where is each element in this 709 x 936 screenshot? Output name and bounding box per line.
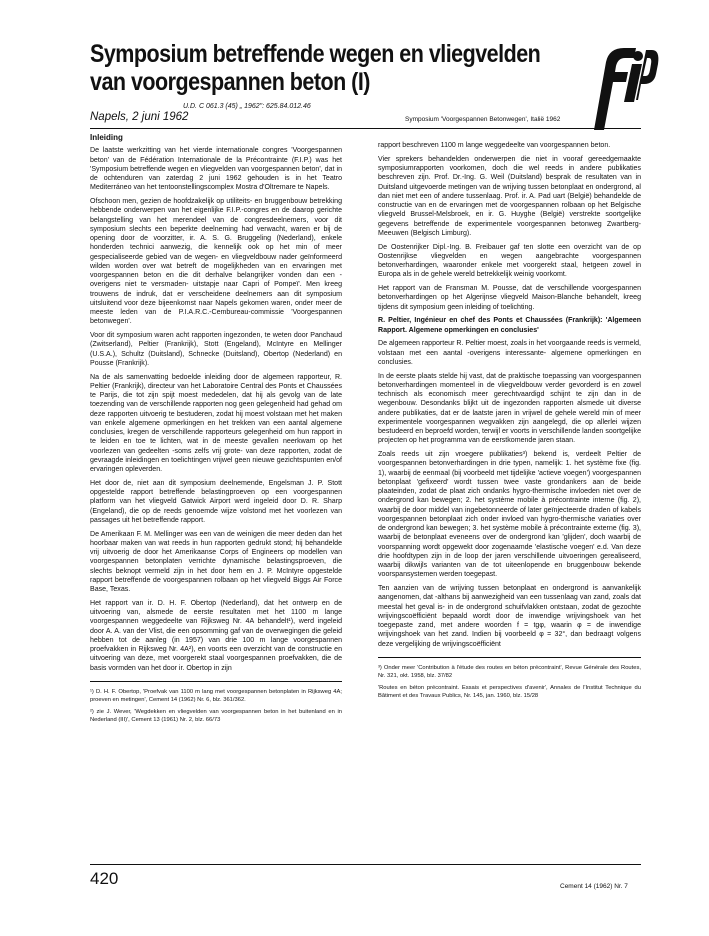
- paragraph: Na de als samenvatting bedoelde inleiding door de algemeen rapporteur, R. Peltier (Frankrijk), directeur van het Laboratoire Central des Ponts et Chaussées te Parijs, die tot zijn spijt moest mededelen, dat hij als gevolg van de late toezending van de verschillende rapporten nog geen gelegenheid had gehad om deze rapporten uitvoerig te bestuderen, zodat hij moest volstaan met het maken van enkele algemene opmerkingen en het trekken van een aantal algemene conclusies, kregen de verschillende rapporteurs gelegenheid om hun rapport in te leiden en toe te lichten, wat in de meeste gevallen neerkwam op het voorlezen van gedeelten -soms zelfs vrij grote- van deze rapporten, zodat de gevraagde inleidingen en toelichtingen vrijwel geen nieuwe gezichtspunten en/of ervaringen opleverden.: [90, 373, 342, 473]
- paragraph: Zoals reeds uit zijn vroegere publikaties³) bekend is, verdeelt Peltier de voorgespannen betonverhardingen in drie typen, namelijk: 1. het système fixe (fig. 1), waarbij de eenmaal (bij voorbeeld met tijdelijke 'actieve voegen') voorgespannen betonplaat 'gefixeerd' wordt tussen twee vaste grondankers aan de beide plaateinden, zodat de plaat zich ondanks hygro-thermische invloeden niet over de ondergrond kan bewegen; 2. het système mobile à précontrainte interne (fig. 2), waarbij de door middel van ingebetonneerde of later geïnjecteerde draden of kabels voorgespannen betonplaat zich onder invloed van hygro-thermische variaties over de ondergrond kan bewegen; 3. het système mobile à précontrainte externe (fig. 3), waarbij de betonplaat eveneens over de ondergrond kan 'glijden', doch waarbij de voorspanning wordt opgewekt door zogenaamde 'elastische voegen' e.d. Van deze drie hoofdtypen zijn in de loop der jaren verschillende uitvoeringen gerealiseerd, waarbij dikwijls varianten van de tot uiteenlopende en bruggenbouw bekende voorspansystemen werden toegepast.: [378, 451, 641, 579]
- journal-reference: Cement 14 (1962) Nr. 7: [560, 883, 628, 890]
- section-heading-peltier: R. Peltier, Ingénieur en chef des Ponts et Chaussées (Frankrijk): 'Algemeen Rapport. Algemene opmerkingen en conclusies': [378, 317, 641, 334]
- footer-rule: [90, 864, 641, 865]
- paragraph: Het door de, niet aan dit symposium deelnemende, Engelsman J. P. Stott opgestelde rapport betreffende belastingproeven op een voorgespannen platform van het vliegveld Gatwick Airport werd ingeleid door D. R. Sharp (Engeland), die op de reeds genoemde wijze volstond met het voorlezen van passages uit het betreffende rapport.: [90, 479, 342, 524]
- footnote-rule: [378, 657, 641, 658]
- paragraph: De Amerikaan F. M. Mellinger was een van de weinigen die meer deden dan het hoorbaar maken van wat reeds in hun rapporten gedrukt stond; hij behandelde vrij uitvoerig de door het Amerikaanse Corps of Engineers op modellen van voorgespannen betonplaten verrichte dynamische belastingsproeven, die slechts beknopt vermeld zijn in het door hem en J. P. McIntyre opgestelde rapport betreffende de voorgespannen rolbaan op het vliegveld Biggs Air Force Base, Texas.: [90, 530, 342, 593]
- place-date: Napels, 2 juni 1962: [90, 111, 189, 123]
- section-heading-inleiding: Inleiding: [90, 133, 123, 142]
- footnote-3a: ³) Onder meer 'Contribution à l'étude des routes en béton précontraint', Revue Générale des Routes, Nr. 321, okt. 1958, blz. 37/82: [378, 664, 641, 680]
- header-rule: [90, 128, 641, 129]
- figure-caption: Symposium 'Voorgespannen Betonwegen', Italië 1962: [405, 116, 561, 123]
- paragraph: Ten aanzien van de wrijving tussen betonplaat en ondergrond is aanvankelijk aangenomen, dat -althans bij aanwezigheid van een tussenlaag van zand, zoals dat meestal het geval is- in de ondergrond schuifvlakken ontstaan, zodat de gezochte wrijvingscoëfficiënt bepaald wordt door de inwendige wrijvingshoek van het toegepaste zand, met andere woorden f = tgφ, waarin φ = de inwendige wrijvingshoek van het zand. Indien bij voorbeeld φ = 32°, dan bedraagt volgens deze vergelijking de wrijvingscoëfficiënt: [378, 585, 641, 648]
- paragraph: Vier sprekers behandelden onderwerpen die niet in vooraf gereedgemaakte symposiumrapporten voorkomen, doch die wel reeds in andere publikaties beschreven zijn. Prof. Dr.-Ing. G. Weil (Duitsland) besprak de resultaten van in Duitsland uitgevoerde metingen van de wrijving tussen betonplaat en ondergrond, al dan niet met een of andere tussenlaag. Prof. ir. A. Pad uart (België) behandelde de constructie van en de ervaringen met de voorgespannen rolbaan op het Belgische vliegveld Brussel-Melsbroek, en ir. G. Huyghe (België) verstrekte soortgelijke gegevens betreffende de experimentele voorgespannen betonweg Zwartberg-Meeuwen (Belgisch Limburg).: [378, 155, 641, 237]
- title-line-1: Symposium betreffende wegen en vliegvelden: [90, 40, 541, 68]
- title-line-2: van voorgespannen beton (I): [90, 68, 370, 96]
- footnote-1: ¹) D. H. F. Obertop, 'Proefvak van 1100 m lang met voorgespannen betonplaten in Rijksweg 4A; proeven en metingen', Cement 14 (1962) Nr. 6, blz. 361/362.: [90, 688, 342, 704]
- fip-logo-icon: [580, 42, 660, 132]
- paragraph: De Oostenrijker Dipl.-Ing. B. Freibauer gaf ten slotte een overzicht van de op Oostenrijkse vliegvelden en wegen aangebrachte voorgespannen betonverhardingen, waaronder enkele met voorgerekt staal, hetgeen zowel in Europa als in de gehele wereld betrekkelijk weinig voorkomt.: [378, 243, 641, 279]
- paragraph: De algemeen rapporteur R. Peltier moest, zoals in het voorgaande reeds is vermeld, volstaan met een aantal -overigens interessante- algemene opmerkingen en conclusies.: [378, 340, 641, 366]
- paragraph: De laatste werkzitting van het vierde internationale congres 'Voorgespannen beton' van de Fédération Internationale de la Précontrainte (F.I.P.) was het 'Symposium betreffende wegen en vliegvelden van voorgespannen beton', dat in de ochtenduren van zaterdag 2 juni 1962 gehouden is in het Teatro Mediterráneo van het tentoonstellingscomplex Mostra d'Oltremare te Napels.: [90, 147, 342, 192]
- paragraph: In de eerste plaats stelde hij vast, dat de praktische toepassing van voorgespannen betonverhardingen momenteel in de vliegveldbouw verder gevorderd is en zowel technisch als economisch meer gerechtvaardigd schijnt te zijn dan in de wegenbouw. Desondanks blijkt uit de ingezonden rapporten alsmede uit diverse andere publikaties, dat er de laatste jaren in vrijwel de gehele wereld min of meer experimentele voorgespannen wegvakken zijn aangelegd, die op allerlei wijzen bestudeerd en beproefd worden, terwijl er voorts in verschillende landen soortgelijke projecten op het programma van de eerstkomende jaren staan.: [378, 372, 641, 445]
- paragraph: Het rapport van ir. D. H. F. Obertop (Nederland), dat het ontwerp en de uitvoering van, alsmede de eerste resultaten met het 1100 m lange voorgespannen weggedeelte van Rijksweg Nr. 4A behandelt¹), werd ingeleid door A. A. van der Vlist, die een opsomming gaf van de overwegingen die geleid hebben tot de aanleg (in 1957) van drie 100 m lange voorgespannen proefvakken in Rijksweg Nr. 4A²), en voorts een overzicht van de constructie en uitvoering van deze, met voorgerekt staal voorgespannen proefvakken, die de basis vormden van het door ir. Obertop in zijn: [90, 599, 342, 672]
- paragraph: Ofschoon men, gezien de hoofdzakelijk op utiliteits- en bruggenbouw betrekking hebbende onderwerpen van het eigenlijke F.I.P.-congres en de daarop gerichte belangstelling van het merendeel van de congresdeelnemers, voor dit symposium slechts een beperkte deelneming had verwacht, waren er bij de opening door de voorzitter, ir. A. S. G. Bruggeling (Nederland), enkele honderden technici aanwezig, die kennelijk ook op het min of meer gespecialiseerde gebied van de wegen- en vliegveldbouw nader geïnformeerd wilden worden over wat betreft de mogelijkheden van en ervaringen met voorgespannen beton en die dit derhalve belangrijker vonden dan een -overigens niet te versmaden- uitstapje naar Capri of Pompeï'. Men kreeg trouwens de indruk, dat er verscheidene deelnemers aan dit symposium uitsluitend voor deze bijeenkomst naar Napels gekomen waren, onder meer de meeste leden van de P.I.A.R.C.-Cembureau-commissie 'Voorgespannen betonwegen'.: [90, 198, 342, 326]
- footnote-3b: 'Routes en béton précontraint. Essais et perspectives d'avenir', Annales de l'Institut Technique du Bâtiment et des Travaux Publics, Nr. 145, jan. 1960, blz. 15/28: [378, 684, 641, 700]
- paragraph: Voor dit symposium waren acht rapporten ingezonden, te weten door Panchaud (Zwitserland), Peltier (Frankrijk), Stott (Engeland), McIntyre en Mellinger (U.S.A.), Schultz (Duitsland), Schnecke (Duitsland), Obertop (Nederland) en Pousse (Frankrijk).: [90, 332, 342, 367]
- paragraph: Het rapport van de Fransman M. Pousse, dat de verschillende voorgespannen betonverhardingen op het Algerijnse vliegveld Maison-Blanche behandelt, kreeg tijdens dit symposium geen inleiding of toelichting.: [378, 285, 641, 311]
- left-column: [90, 133, 342, 728]
- right-column: [378, 141, 641, 704]
- udc-code: U.D. C 061.3 (45) „ 1962": 625.84.012.46: [183, 103, 311, 110]
- paragraph: rapport beschreven 1100 m lange weggedeelte van voorgespannen beton.: [378, 142, 611, 149]
- footnote-2: ²) zie J. Wever, 'Wegdekken en vliegvelden van voorgespannen beton in het buitenland en in Nederland (III)', Cement 13 (1961) Nr. 2, blz. 66/73: [90, 708, 342, 724]
- footnote-rule: [90, 681, 342, 682]
- page-number: 420: [90, 869, 119, 888]
- article-title: [90, 40, 541, 96]
